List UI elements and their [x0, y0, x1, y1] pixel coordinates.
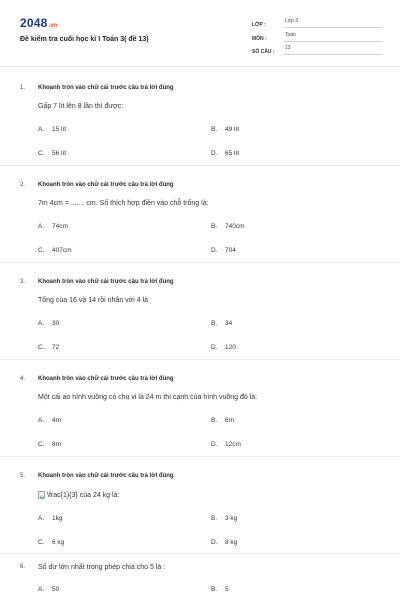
question-number: 3. — [20, 279, 26, 285]
option-letter: D. — [211, 343, 218, 351]
option-b[interactable] — [211, 415, 361, 425]
question-1 — [0, 67, 400, 165]
option-letter: B. — [211, 416, 218, 424]
answer-options — [20, 124, 380, 158]
option-text: 6 kg — [52, 538, 65, 546]
answer-options — [20, 584, 380, 594]
exam-title: Đề kiểm tra cuối học kì I Toán 3( đề 13) — [20, 36, 149, 43]
option-text: 120 — [225, 343, 236, 351]
question-number: 2. — [20, 182, 26, 188]
question-text: Gấp 7 lít lên 8 lần thì được: — [38, 103, 124, 110]
option-c[interactable] — [38, 439, 211, 449]
option-d[interactable] — [211, 148, 361, 158]
option-letter: B. — [211, 514, 218, 522]
option-letter: A. — [38, 319, 45, 327]
option-text: 704 — [225, 246, 236, 254]
option-a[interactable] — [38, 124, 211, 134]
question-instruction: Khoanh tròn vào chữ cái trước câu trả lời đúng — [38, 376, 174, 382]
option-letter: C. — [38, 343, 45, 351]
option-text: 8m — [52, 440, 62, 448]
option-c[interactable] — [38, 342, 211, 352]
info-label: LỚP : — [252, 22, 266, 28]
broken-image-icon — [38, 491, 45, 499]
option-d[interactable] — [211, 439, 361, 449]
logo-main: 2048 — [20, 16, 48, 30]
info-row-subject — [252, 29, 382, 42]
option-letter: B. — [211, 319, 218, 327]
info-value: Lớp 3 — [284, 18, 382, 28]
question-text: 7m 4cm = ....... cm. Số thích hợp điền vào chỗ trống là: — [38, 200, 209, 207]
question-instruction: Khoanh tròn vào chữ cái trước câu trả lời đúng — [38, 85, 174, 91]
question-number: 5. — [20, 473, 26, 479]
option-letter: B. — [211, 125, 218, 133]
option-text: 4m — [52, 416, 62, 424]
option-text: 12cm — [225, 440, 241, 448]
option-text: 6m — [225, 416, 235, 424]
option-letter: D. — [211, 538, 218, 546]
answer-options — [20, 221, 380, 255]
option-b[interactable] — [211, 584, 361, 594]
option-letter: D. — [211, 440, 218, 448]
info-label: MÔN : — [252, 35, 267, 42]
option-d[interactable] — [211, 342, 361, 352]
question-4 — [0, 360, 400, 456]
option-text: 15 lít — [52, 125, 67, 133]
question-instruction: Khoanh tròn vào chữ cái trước câu trả lời đúng — [38, 473, 174, 479]
option-text: 49 lít — [225, 125, 240, 133]
image-alt-text: \frac{1}{3} — [47, 491, 78, 499]
option-a[interactable] — [38, 513, 211, 523]
option-d[interactable] — [211, 537, 361, 547]
answer-options — [20, 415, 380, 449]
question-number: 4. — [20, 376, 26, 382]
info-row-count — [252, 42, 382, 55]
option-d[interactable] — [211, 245, 361, 255]
option-letter: B. — [211, 222, 218, 230]
answer-options — [20, 513, 380, 547]
option-letter: A. — [38, 514, 45, 522]
option-letter: C. — [38, 538, 45, 546]
option-b[interactable] — [211, 318, 361, 328]
option-text: 30 — [52, 319, 60, 327]
option-text: 3 kg — [225, 514, 238, 522]
question-instruction: Khoanh tròn vào chữ cái trước câu trả lời đúng — [38, 182, 174, 188]
question-3 — [0, 263, 400, 359]
info-value: 13 — [284, 45, 382, 55]
option-text: 72 — [52, 343, 60, 351]
option-c[interactable] — [38, 537, 211, 547]
question-text-rest: của 24 kg là: — [79, 491, 120, 499]
question-number: 1. — [20, 85, 26, 91]
option-letter: A. — [38, 585, 45, 593]
info-value: Toán — [284, 32, 382, 42]
option-b[interactable] — [211, 221, 361, 231]
question-2 — [0, 166, 400, 262]
option-text: 8 kg — [225, 538, 238, 546]
question-text: Một cái ao hình vuông có chu vi là 24 m thì cạnh của hình vuông đó là: — [38, 394, 258, 401]
option-text: 5 — [225, 585, 229, 593]
option-a[interactable] — [38, 415, 211, 425]
option-b[interactable] — [211, 124, 361, 134]
option-letter: B. — [211, 585, 218, 593]
info-label: SỐ CÂU : — [252, 49, 275, 55]
option-a[interactable] — [38, 584, 211, 594]
option-letter: C. — [38, 246, 45, 254]
option-letter: C. — [38, 149, 45, 157]
question-instruction: Khoanh tròn vào chữ cái trước câu trả lời đúng — [38, 279, 174, 285]
question-6 — [0, 554, 400, 600]
option-letter: D. — [211, 149, 218, 157]
option-letter: D. — [211, 246, 218, 254]
option-a[interactable] — [38, 318, 211, 328]
option-text: 65 lít — [225, 149, 240, 157]
option-text: 34 — [225, 319, 233, 327]
question-text: Tổng của 16 và 14 rồi nhân với 4 là — [38, 297, 149, 304]
info-row-class — [252, 15, 382, 28]
option-b[interactable] — [211, 513, 361, 523]
question-5 — [0, 457, 400, 553]
logo-sub: .vn — [48, 23, 58, 29]
exam-header — [0, 0, 400, 66]
answer-options — [20, 318, 380, 352]
option-letter: C. — [38, 440, 45, 448]
option-text: 407cm — [52, 246, 72, 254]
option-c[interactable] — [38, 245, 211, 255]
option-text: 1kg — [52, 514, 63, 522]
option-letter: A. — [38, 416, 45, 424]
option-a[interactable] — [38, 221, 211, 231]
question-text: Số dư lớn nhất trong phép chia cho 5 là : — [38, 563, 166, 571]
option-text: 740cm — [225, 222, 245, 230]
question-number: 6. — [20, 564, 26, 570]
option-text: 50 — [52, 585, 60, 593]
question-text — [20, 491, 380, 499]
option-letter: A. — [38, 222, 45, 230]
option-c[interactable] — [38, 148, 211, 158]
option-text: 56 lít — [52, 149, 67, 157]
option-letter: A. — [38, 125, 45, 133]
option-text: 74cm — [52, 222, 68, 230]
exam-info — [252, 15, 382, 56]
